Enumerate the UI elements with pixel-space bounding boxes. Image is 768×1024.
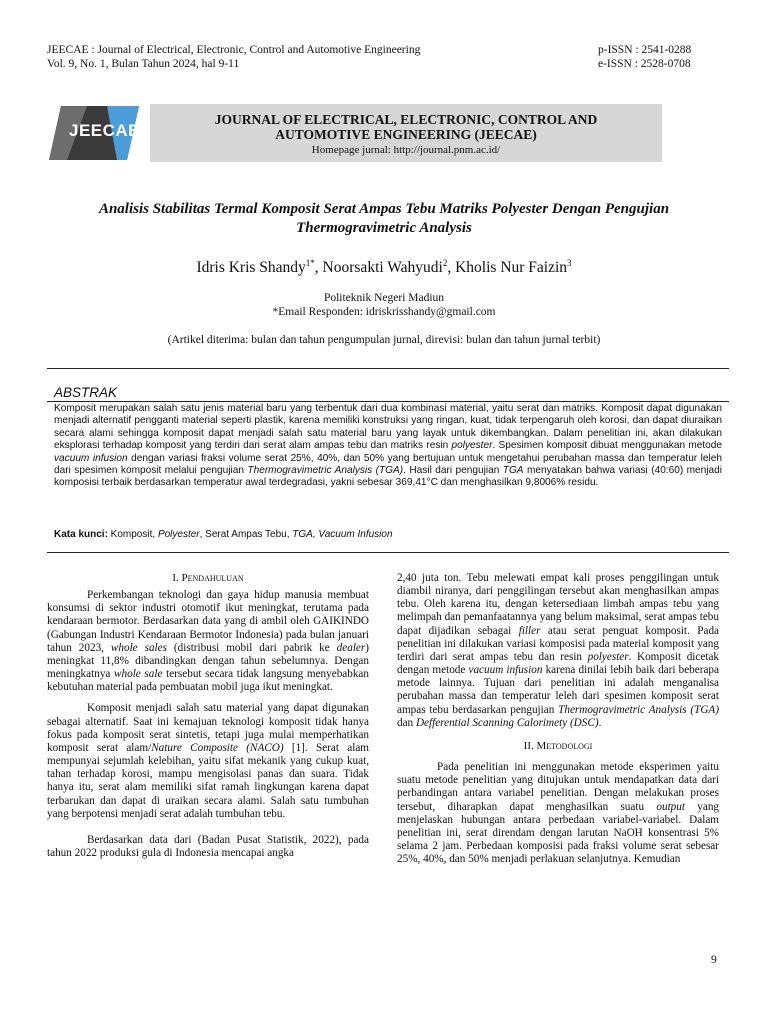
paragraph: [47, 702, 369, 820]
section-title: Pendahuluan: [181, 572, 244, 584]
author-mark: 3: [567, 258, 572, 268]
left-column: [47, 572, 369, 860]
para-emph: polyester: [587, 650, 629, 663]
abstract-emph: Thermogravimetric Analysis (TGA): [247, 465, 404, 477]
para-text: (distribusi mobil dari pabrik ke: [166, 641, 337, 654]
para-emph: Defferential Scanning Calorimety (DSC): [415, 716, 599, 729]
section-number: II.: [523, 739, 534, 752]
paragraph: [397, 572, 719, 730]
section-heading-1: [47, 572, 369, 585]
author-name: Noorsakti Wahyudi: [322, 259, 443, 277]
running-header-right: [598, 43, 691, 71]
journal-name-line: JEECAE : Journal of Electrical, Electronic, Control and Automotive Engineering: [47, 44, 421, 56]
author-name: Kholis Nur Faizin: [455, 259, 568, 277]
journal-homepage[interactable]: Homepage jurnal: http://journal.pnm.ac.id/: [311, 144, 501, 156]
right-column: [397, 572, 719, 866]
affiliation-block: [60, 291, 708, 319]
para-text: . Komposit dicetak dengan metode: [397, 650, 720, 677]
paragraph: [47, 589, 369, 694]
journal-full-title: JOURNAL OF ELECTRICAL, ELECTRONIC, CONTROL AND AUTOMOTIVE ENGINEERING (JEECAE): [214, 112, 598, 142]
paragraph: [397, 761, 719, 866]
divider: [47, 552, 729, 553]
article-title: Analisis Stabilitas Termal Komposit Serat Ampas Tebu Matriks Polyester Dengan Pengujian Thermogravimetric Analysis: [98, 201, 670, 236]
para-emph: Thermogravimetric Analysis (TGA): [558, 703, 719, 716]
para-emph: filler: [518, 624, 541, 637]
logo-text: JEECAE: [69, 121, 141, 140]
received-note: (Artikel diterima: bulan dan tahun pengumpulan jurnal, direvisi: bulan dan tahun jurnal terbit): [167, 334, 601, 346]
para-text: karena dinilai lebih baik dari beberapa metode lainnya. Tujuan dari penelitian ini adalah menganalisa perubahan massa dan temperatur leleh dari spesimen komposit serat ampas tebu berdasarkan pengujian: [397, 664, 719, 716]
eissn: e-ISSN : 2528-0708: [598, 58, 691, 70]
paragraph: Berdasarkan data dari (Badan Pusat Statistik, 2022), pada tahun 2022 produksi gula di Indonesia mencapai angka: [47, 833, 369, 859]
para-text: yang menjelaskan hubungan antara perbedaan variabel-variabel. Dalam penelitian ini, serat direndam dengan larutan NaOH konsentrasi 5% selama 2 jam. Perbedaan komposisi pada fraksi volume serat sebesar 25%, 40%, dan 50% menjadi perlakuan selanjutnya. Kemudian: [397, 800, 720, 866]
running-header-left: [47, 43, 420, 71]
para-emph: whole sale: [114, 668, 163, 681]
author-name: Idris Kris Shandy: [196, 259, 306, 277]
pissn: p-ISSN : 2541-0288: [598, 44, 692, 56]
author-mark: 1*: [305, 258, 315, 268]
para-text: ) meningkat 11,8% dibandingkan dengan tahun sebelumnya. Dengan meningkatnya: [47, 641, 369, 681]
keywords: [54, 529, 722, 540]
volume-line: Vol. 9, No. 1, Bulan Tahun 2024, hal 9-11: [47, 58, 240, 70]
para-text: dan: [397, 716, 416, 729]
abstract-text: . Hasil dari pengujian: [403, 465, 503, 477]
banner-title-box: [150, 104, 662, 162]
abstract-emph: polyester: [451, 440, 493, 452]
abstract-text: Komposit merupakan salah satu jenis material baru yang terbentuk dari dua kombinasi material, yaitu serat dan matriks. Komposit dapat digunakan menjadi alternatif pengganti material seperti plastik, karena memiliki konstruksi yang ringan, kuat, tidak terpengaruh oleh korosi, dan dapat diuraikan secara alami sehingga komposit dapat menjadi salah satu material baru yang layak untuk dikembangkan. Dalam penelitian ini, akan dilakukan eksplorasi terhadap komposit yang terdiri dari serat alam ampas tebu dan matriks resin: [54, 403, 722, 452]
abstract-heading: ABSTRAK: [54, 385, 118, 400]
keyword-emph: TGA, Vacuum Infusion: [292, 529, 393, 540]
abstract-text: menyatakan bahwa variasi (40:60) menjadi komposisi terbaik berdasarkan temperatur awal terdegradasi, yakni sebesar 369,41°C dan menghasilkan 9,8006% residu.: [54, 465, 722, 489]
keyword-text: Komposit,: [107, 529, 158, 540]
para-emph: dealer: [336, 641, 366, 654]
section-heading-2: [397, 740, 719, 753]
para-emph: output: [656, 800, 685, 813]
corresponding-email[interactable]: *Email Responden: idriskrisshandy@gmail.com: [272, 306, 496, 318]
para-emph: Nature Composite (NACO): [151, 741, 284, 754]
keyword-text: , Serat Ampas Tebu,: [199, 529, 293, 540]
affiliation: Politeknik Negeri Madiun: [323, 292, 445, 304]
journal-banner: [47, 104, 662, 162]
author-list: Idris Kris Shandy$^{1*}$, Noorsakti Wahyudi$^2$, Kholis Nur Faizin$^3$: [196, 258, 572, 277]
abstract-text: . Spesimen komposit dibuat menggunakan metode: [492, 440, 722, 452]
para-text: tersebut secara tidak langsung menyebabkan kebutuhan material pada pembuatan mobil juga ikut meningkat.: [47, 668, 369, 694]
section-title: Metodologi: [536, 739, 593, 752]
para-emph: whole sales: [110, 641, 167, 654]
para-text: 2,40 juta ton. Tebu melewati empat kali proses penggilingan untuk diambil niranya, dari penggilingan tersebut akan menghasilkan ampas tebu. Oleh karena itu, dengan ketersediaan limbah ampas tebu yang melimpah dan pemanfaatannya yang belum maksimal, serat ampas tebu dapat dijadikan sebagai: [397, 572, 719, 637]
keyword-emph: Polyester: [157, 529, 200, 540]
journal-logo: [47, 104, 147, 162]
abstract-emph: TGA: [502, 465, 524, 477]
abstract-body: [54, 403, 722, 490]
para-text: [1]. Serat alam mempunyai sejumlah kelebihan, yaitu sifat mekanik yang cukup kuat, tahan terhadap korosi, mampu mengisolasi panas dan suara. Tidak hanya itu, serat alam memiliki sifat ramah lingkungan karena dapat terbarukan dan dapat di uraikan secara alami. Salah satu tumbuhan yang berpotensi menjadi serat adalah tumbuhan tebu.: [47, 741, 369, 820]
page-number: 9: [711, 954, 717, 966]
divider: [47, 401, 729, 402]
para-text: .: [598, 716, 602, 729]
section-number: I.: [172, 572, 179, 584]
para-text: Perkembangan teknologi dan gaya hidup manusia membuat konsumsi di sektor industri otomotif ikut meningkat, terutama pada kendaraan bermotor. Berdasarkan data yang di ambil oleh GAIKINDO (Gabungan Industri Kendaraan Bermotor Indonesia) pada bulan januari tahun 2023,: [47, 589, 369, 654]
para-text: atau serat penguat komposit. Pada penelitian ini dilakukan variasi komposisi pada material komposit yang terdiri dari serat ampas tebu dan resin: [397, 624, 720, 663]
para-text: Pada penelitian ini menggunakan metode eksperimen yaitu suatu metode penelitian yang ditujukan untuk mendapatkan data dari perbandingan antara variabel penelitian. Dengan melakukan proses tersebut, diharapkan dapat menghasilkan suatu: [397, 761, 719, 813]
divider: [47, 368, 729, 369]
keywords-label: Kata kunci:: [54, 529, 108, 540]
para-emph: vacuum infusion: [468, 664, 543, 677]
para-text: Komposit menjadi salah satu material yang dapat digunakan sebagai alternatif. Saat ini kemajuan teknologi komposit tidak hanya fokus pada komposit serat sintetis, tetapi juga mulai memperhatikan komposit serat alam/: [47, 702, 369, 754]
abstract-emph: vacuum infusion: [54, 452, 128, 464]
abstract-text: dengan variasi fraksi volume serat 25%, 40%, dan 50% yang bertujuan untuk mengetahui perubahan massa dan temperatur leleh dari spesimen komposit melalui pengujian: [54, 452, 722, 477]
author-mark: 2: [442, 258, 448, 268]
